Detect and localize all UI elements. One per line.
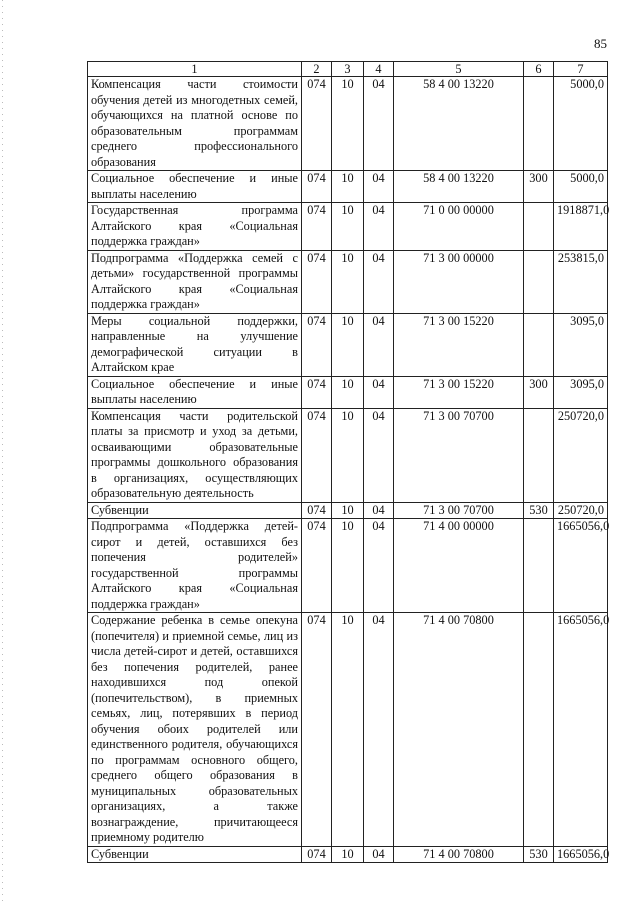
- budget-table: [87, 61, 608, 863]
- header-col-1: 1: [88, 62, 302, 77]
- row-target-article-cell: 71 3 00 70700: [394, 408, 524, 502]
- row-expense-type-cell: 300: [524, 171, 554, 203]
- row-admin-code-cell: 074: [302, 519, 332, 613]
- row-subsection-cell: 04: [364, 408, 394, 502]
- table-row: [88, 519, 608, 613]
- row-expense-type-cell: 530: [524, 846, 554, 863]
- page-number: 85: [594, 36, 607, 51]
- row-expense-type-cell: [524, 313, 554, 376]
- row-subsection-cell: 04: [364, 313, 394, 376]
- row-target-article-cell: 71 3 00 15220: [394, 313, 524, 376]
- row-subsection-cell: 04: [364, 519, 394, 613]
- row-amount-cell: 1665056,0: [554, 519, 608, 613]
- row-amount-cell: 3095,0: [554, 376, 608, 408]
- row-expense-type-cell: [524, 519, 554, 613]
- header-col-6: 6: [524, 62, 554, 77]
- row-subsection-cell: 04: [364, 846, 394, 863]
- row-admin-code-cell: 074: [302, 846, 332, 863]
- row-section-cell: 10: [332, 313, 364, 376]
- row-amount-cell: 253815,0: [554, 250, 608, 313]
- row-admin-code-cell: 074: [302, 250, 332, 313]
- row-target-article-cell: 71 4 00 70800: [394, 613, 524, 847]
- table-header-row: [88, 62, 608, 77]
- row-name-cell: Подпрограмма «Поддержка семей с детьми» государственной программы Алтайского края «Социальная поддержка граждан»: [88, 250, 302, 313]
- row-section-cell: 10: [332, 502, 364, 519]
- row-subsection-cell: 04: [364, 171, 394, 203]
- row-section-cell: 10: [332, 171, 364, 203]
- header-col-5: 5: [394, 62, 524, 77]
- row-admin-code-cell: 074: [302, 408, 332, 502]
- row-name-cell: Социальное обеспечение и иные выплаты населению: [88, 376, 302, 408]
- row-name-cell: Содержание ребенка в семье опекуна (попечителя) и приемной семье, лиц из числа детей-сирот и детей, оставшихся без попечения родителей, ранее находившихся под опекой (попечительством), в приемных семьях, лиц, потерявших в период обучения обоих родителей или единственного родителя, обучающихся по программам основного общего, среднего общего образования в муниципальных образовательных организациях, а также вознаграждение, причитающееся приемному родителю: [88, 613, 302, 847]
- table-row: [88, 408, 608, 502]
- row-admin-code-cell: 074: [302, 502, 332, 519]
- row-admin-code-cell: 074: [302, 313, 332, 376]
- table-body: [88, 77, 608, 863]
- row-name-cell: Меры социальной поддержки, направленные на улучшение демографической ситуации в Алтайском крае: [88, 313, 302, 376]
- row-target-article-cell: 71 4 00 00000: [394, 519, 524, 613]
- row-section-cell: 10: [332, 846, 364, 863]
- header-col-7: 7: [554, 62, 608, 77]
- row-expense-type-cell: [524, 77, 554, 171]
- row-subsection-cell: 04: [364, 203, 394, 251]
- table-row: [88, 171, 608, 203]
- row-amount-cell: 250720,0: [554, 408, 608, 502]
- row-section-cell: 10: [332, 613, 364, 847]
- row-subsection-cell: 04: [364, 613, 394, 847]
- row-amount-cell: 5000,0: [554, 77, 608, 171]
- table-row: [88, 250, 608, 313]
- row-section-cell: 10: [332, 250, 364, 313]
- row-section-cell: 10: [332, 519, 364, 613]
- header-col-4: 4: [364, 62, 394, 77]
- row-name-cell: Компенсация части стоимости обучения детей из многодетных семей, обучающихся на платной основе по образовательным программам среднего профессионального образования: [88, 77, 302, 171]
- row-expense-type-cell: 530: [524, 502, 554, 519]
- row-admin-code-cell: 074: [302, 77, 332, 171]
- row-section-cell: 10: [332, 77, 364, 171]
- row-section-cell: 10: [332, 376, 364, 408]
- table-row: [88, 77, 608, 171]
- row-expense-type-cell: [524, 250, 554, 313]
- row-admin-code-cell: 074: [302, 376, 332, 408]
- row-section-cell: 10: [332, 408, 364, 502]
- header-col-3: 3: [332, 62, 364, 77]
- row-target-article-cell: 71 0 00 00000: [394, 203, 524, 251]
- row-section-cell: 10: [332, 203, 364, 251]
- row-admin-code-cell: 074: [302, 203, 332, 251]
- table-row: [88, 376, 608, 408]
- row-expense-type-cell: [524, 203, 554, 251]
- scan-edge-marks: [2, 0, 3, 904]
- table-row: [88, 203, 608, 251]
- row-target-article-cell: 71 3 00 15220: [394, 376, 524, 408]
- table-row: [88, 613, 608, 847]
- row-target-article-cell: 58 4 00 13220: [394, 77, 524, 171]
- row-target-article-cell: 58 4 00 13220: [394, 171, 524, 203]
- table-row: [88, 846, 608, 863]
- row-amount-cell: 1665056,0: [554, 846, 608, 863]
- row-name-cell: Социальное обеспечение и иные выплаты населению: [88, 171, 302, 203]
- row-expense-type-cell: [524, 613, 554, 847]
- row-expense-type-cell: 300: [524, 376, 554, 408]
- row-amount-cell: 1918871,0: [554, 203, 608, 251]
- row-target-article-cell: 71 3 00 00000: [394, 250, 524, 313]
- row-amount-cell: 3095,0: [554, 313, 608, 376]
- row-target-article-cell: 71 3 00 70700: [394, 502, 524, 519]
- row-amount-cell: 1665056,0: [554, 613, 608, 847]
- row-name-cell: Субвенции: [88, 846, 302, 863]
- row-name-cell: Субвенции: [88, 502, 302, 519]
- header-col-2: 2: [302, 62, 332, 77]
- row-name-cell: Подпрограмма «Поддержка детей-сирот и детей, оставшихся без попечения родителей» государственной программы Алтайского края «Социальная поддержка граждан»: [88, 519, 302, 613]
- row-amount-cell: 5000,0: [554, 171, 608, 203]
- row-expense-type-cell: [524, 408, 554, 502]
- row-admin-code-cell: 074: [302, 171, 332, 203]
- row-subsection-cell: 04: [364, 376, 394, 408]
- row-admin-code-cell: 074: [302, 613, 332, 847]
- row-subsection-cell: 04: [364, 502, 394, 519]
- row-amount-cell: 250720,0: [554, 502, 608, 519]
- row-name-cell: Государственная программа Алтайского края «Социальная поддержка граждан»: [88, 203, 302, 251]
- table-row: [88, 313, 608, 376]
- row-name-cell: Компенсация части родительской платы за присмотр и уход за детьми, осваивающими образовательные программы дошкольного образования в организациях, осуществляющих образовательную деятельность: [88, 408, 302, 502]
- row-target-article-cell: 71 4 00 70800: [394, 846, 524, 863]
- row-subsection-cell: 04: [364, 250, 394, 313]
- row-subsection-cell: 04: [364, 77, 394, 171]
- table-row: [88, 502, 608, 519]
